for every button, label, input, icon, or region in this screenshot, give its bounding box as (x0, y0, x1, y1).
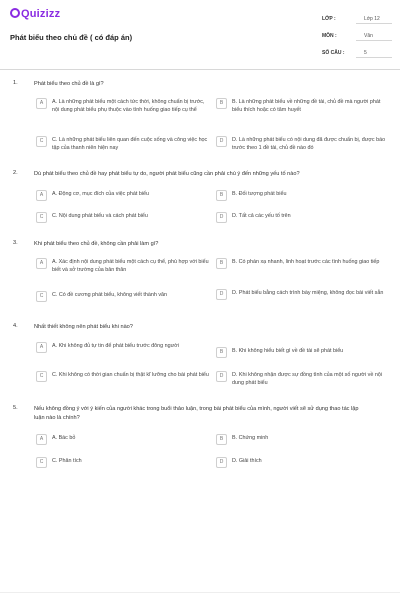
option-letter-box: B (216, 98, 227, 109)
option-text: A. Xác định nội dung phát biểu một cách cụ thể, phù hợp với biểu biết và sở trường của bản thân (52, 259, 209, 273)
option-text: C. Là những phát biểu liên quan đến cuộc sống và công việc học tập của thanh niên hiện nay (52, 137, 208, 151)
option-letter-box: C (36, 212, 47, 223)
option-text: C. Khi không có thời gian chuẩn bị thật kĩ lưỡng cho bài phát biểu (52, 372, 209, 378)
option-letter-box: A (36, 342, 47, 353)
option-text: A. Là những phát biểu một cách tức thời, không chuẩn bị trước, nội dung phát biểu phụ thuộc vào tình huống giao tiếp cụ thể (52, 99, 205, 113)
option-d[interactable] (216, 212, 391, 223)
option-letter-box: A (36, 434, 47, 445)
option-text: B. Chứng minh (232, 435, 269, 441)
question-text: Khi phát biểu theo chủ đề, không cần phải làm gì? (34, 241, 159, 247)
meta-row-subject (322, 29, 392, 42)
option-text: D. Tất cả các yếu tố trên (232, 213, 291, 219)
meta-value: Lớp 12 (356, 14, 392, 24)
option-d[interactable] (216, 371, 391, 387)
option-a[interactable] (36, 98, 211, 114)
option-text: A. Khi không đủ tự tin để phát biểu trước đông người (52, 343, 179, 349)
option-c[interactable] (36, 136, 211, 152)
option-c[interactable] (36, 291, 211, 302)
meta-row-class (322, 12, 392, 25)
option-d[interactable] (216, 457, 391, 468)
option-text: D. Là những phát biểu có nội dung đã được chuẩn bị, được báo trước theo 1 đề tài, chủ đề nào đó (232, 137, 386, 151)
option-letter-box: C (36, 136, 47, 147)
option-d[interactable] (216, 289, 391, 300)
option-a[interactable] (36, 258, 211, 274)
meta-label: SỐ CÂU : (322, 49, 345, 56)
option-letter-box: B (216, 258, 227, 269)
option-text: C. Có đề cương phát biểu, không viết thành văn (52, 292, 168, 298)
option-b[interactable] (216, 258, 391, 269)
option-letter-box: B (216, 190, 227, 201)
option-letter-box: D (216, 457, 227, 468)
option-a[interactable] (36, 342, 211, 353)
logo-q-icon (10, 8, 20, 18)
meta-value: Văn (356, 31, 392, 41)
option-letter-box: A (36, 98, 47, 109)
option-letter-box: B (216, 434, 227, 445)
quizizz-logo (10, 8, 60, 20)
question-number: 5. (13, 405, 18, 411)
worksheet-meta (322, 12, 392, 63)
option-letter-box: A (36, 190, 47, 201)
option-text: D. Khi không nhận được sự đồng tình của một số người về nội dung phát biểu (232, 372, 383, 386)
option-b[interactable] (216, 190, 391, 201)
question-text: Nhất thiết không nên phát biểu khi nào? (34, 324, 133, 330)
option-letter-box: B (216, 347, 227, 358)
option-letter-box: C (36, 371, 47, 382)
option-text: B. Là những phát biểu về những đề tài, chủ đề mà người phát biểu thích hoặc có tâm huyết (232, 99, 381, 113)
option-c[interactable] (36, 457, 211, 468)
option-d[interactable] (216, 136, 391, 152)
question-text: Dù phát biểu theo chủ đề hay phát biểu tự do, người phát biểu cũng cần phải chú ý đến những yếu tố nào? (34, 171, 300, 177)
option-a[interactable] (36, 434, 211, 445)
question-number: 3. (13, 240, 18, 246)
option-c[interactable] (36, 212, 211, 223)
option-text: B. Khi không hiểu biết gì về đề tài sẽ phát biểu (232, 348, 344, 354)
option-text: C. Nội dung phát biểu và cách phát biểu (52, 213, 148, 219)
option-letter-box: C (36, 457, 47, 468)
option-letter-box: D (216, 212, 227, 223)
option-b[interactable] (216, 98, 391, 114)
question-text: Nếu không đồng ý với ý kiến của người khác trong buổi thảo luận, trong bài phát biểu của mình, người viết sẽ sử dụng thao tác lập luận nào là chính? (34, 406, 359, 421)
question-number: 2. (13, 170, 18, 176)
option-letter-box: D (216, 136, 227, 147)
meta-row-count (322, 46, 392, 59)
question-number: 4. (13, 323, 18, 329)
option-text: D. Giải thích (232, 458, 262, 464)
option-text: A. Động cơ, mục đích của việc phát biểu (52, 191, 150, 197)
option-text: A. Bác bỏ (52, 435, 76, 441)
option-c[interactable] (36, 371, 211, 382)
meta-label: MÔN : (322, 32, 337, 39)
worksheet-title: Phát biểu theo chủ đề ( có đáp án) (10, 33, 133, 42)
meta-value: 5 (356, 48, 392, 58)
option-letter-box: A (36, 258, 47, 269)
option-b[interactable] (216, 434, 391, 445)
worksheet-header (0, 0, 400, 70)
option-letter-box: D (216, 289, 227, 300)
logo-text: Quizizz (21, 8, 61, 20)
page-bottom-divider (0, 592, 400, 593)
option-text: B. Có phán xạ nhanh, linh hoạt trước các tình huống giao tiếp (232, 259, 380, 265)
option-letter-box: D (216, 371, 227, 382)
option-text: D. Phát biểu bằng cách trình bày miệng, không đọc bài viết sẵn (232, 290, 384, 296)
meta-label: LỚP : (322, 15, 336, 22)
option-a[interactable] (36, 190, 211, 201)
option-text: B. Đối tượng phát biểu (232, 191, 287, 197)
question-text: Phát biểu theo chủ đề là gì? (34, 81, 104, 87)
question-number: 1. (13, 80, 18, 86)
option-letter-box: C (36, 291, 47, 302)
option-text: C. Phân tích (52, 458, 82, 464)
option-b[interactable] (216, 347, 391, 358)
